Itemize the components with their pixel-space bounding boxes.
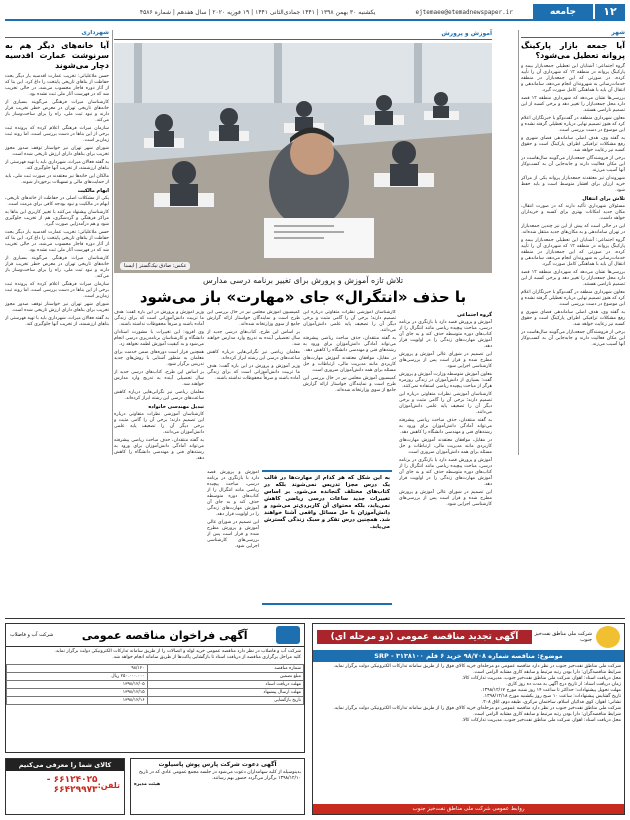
paragraph: آموزش و پرورش قصد دارد با بازنگری در برنامه درسی، مباحث پیچیده ریاضی مانند انتگرال را از کتاب‌های دوره متوسطه حذف کند و به جای آن آموزش مهارت‌های زندگی را در اولویت قرار دهد.: [399, 320, 492, 349]
tender-ad-right: [312, 623, 625, 815]
right-ad-line: شرکت ملی مناطق نفت‌خیز جنوب در نظر دارد مناقصه عمومی دو مرحله‌ای خرید کالای فوق را از طریق سامانه تدارکات الکترونیکی دولت برگزار نماید.: [333, 706, 621, 711]
paragraph: حسن ملاعلیانی: تخریب عمارت اقدسیه بار دیگر بحث حفاظت از بناهای تاریخی پایتخت را داغ کرد. این بنا که از آثار دوره قاجار محسوب می‌شد، در حالی تخریب شد که در فهرست آثار ملی ثبت نشده بود.: [5, 74, 109, 97]
right-ad-line: شرکت ملی مناطق نفت‌خیز جنوب در نظر دارد مناقصه عمومی دو مرحله‌ای خرید کالای فوق را از طریق سامانه تدارکات الکترونیکی دولت برگزار نماید.: [333, 664, 621, 669]
main-section-tag: آموزش و پرورش: [114, 30, 492, 40]
paragraph: سازمان میراث فرهنگی اعلام کرده که پرونده ثبت برخی از این بناها در دست بررسی است، اما روند ثبت زمان‌بر است.: [5, 282, 109, 299]
right-ad-footer: روابط عمومی شرکت ملی مناطق نفت‌خیز جنوب: [313, 804, 624, 814]
paragraph: این تصمیم در شورای عالی آموزش و پرورش مطرح شده و قرار است پس از بررسی‌های کارشناسی اجرایی شود.: [399, 490, 492, 507]
left-col-subhead: ابهام مالکیت: [77, 188, 109, 194]
paragraph: برخی از فروشندگان جمعه‌بازار می‌گویند سال‌هاست در این مکان فعالیت دارند و جابه‌جایی آن به کسب‌وکار آنها آسیب می‌زند.: [521, 156, 625, 173]
right-col-subhead: تلاش برای انتقال: [582, 196, 625, 202]
table-row: تاریخ بازگشایی ۱۳۹۸/۱۲/۱۶: [7, 697, 304, 705]
page-number: ۱۲: [595, 4, 625, 20]
main-column-3b: [207, 470, 259, 610]
main-col1-subhead: گروه اجتماعی: [457, 312, 492, 318]
right-ad-line: محل دریافت اسناد: اهواز، شرکت ملی مناطق نفت‌خیز جنوب، مدیریت تدارکات کالا.: [461, 718, 621, 723]
right-ad-line: نشانی: اهواز، کوی فدائیان اسلام، ساختمان مرکزی، طبقه دوم، اتاق ۲۰۸.: [481, 700, 621, 705]
shareholder-invite-ad: [130, 758, 305, 815]
main-headline: با حذف «انتگرال» جای «مهارت» باز می‌شود: [139, 288, 467, 306]
main-column-2: [303, 310, 396, 468]
right-ad-line: شرایط مناقصه‌گران: دارا بودن رتبه مرتبط و سابقه کاری مشابه الزامی است.: [473, 670, 621, 675]
right-ad-line: مهلت تحویل پیشنهادات: حداکثر تا ساعت ۱۴ روز شنبه مورخ ۱۳۹۸/۱۲/۱۷.: [480, 688, 621, 693]
paragraph: معلمان ریاضی نیز نگرانی‌هایی درباره کاهش ساعت‌های درسی این رشته ابراز کرده‌اند.: [114, 390, 204, 401]
promo-phone-label: تلفن:: [97, 780, 120, 790]
paragraph: این در حالی است که پیش از این نیز چندین جمعه‌بازار در تهران ساماندهی و به مکان‌های جدید منتقل شده‌اند.: [521, 224, 625, 235]
right-ad-line: زمان دریافت اسناد: از تاریخ درج آگهی به مدت ده روز کاری.: [506, 682, 621, 687]
left-ad-org: شرکت آب و فاضلاب: [10, 632, 54, 638]
right-col-tag: شهر: [611, 30, 625, 36]
left-ad-line: کلیه مراحل برگزاری مناقصه از دریافت اسناد تا بازگشایی پاکت‌ها از طریق سامانه انجام خواهد شد.: [112, 655, 301, 660]
paragraph: این تصمیم در شورای عالی آموزش و پرورش مطرح شده و قرار است پس از بررسی‌های کارشناسی اجرایی شود.: [399, 352, 492, 369]
paragraph: به گفته منتقدان، حذف مباحث ریاضی پیشرفته می‌تواند آمادگی دانش‌آموزان برای ورود به رشته‌های فنی و مهندسی دانشگاه را کاهش دهد.: [399, 418, 492, 435]
paragraph: به گفته وی، هدف اصلی ساماندهی فضای شهری و رفع مشکلات ترافیکی اطراف پارکینگ است و حقوق کسبه نیز رعایت خواهد شد.: [521, 310, 625, 327]
section-name: جامعه: [533, 4, 593, 20]
left-col-tag: شهرداری: [81, 30, 109, 36]
left-col-title: آیا خانه‌های دیگر هم به سرنوشت عمارت اقدسیه دچار می‌شوند: [5, 41, 109, 70]
paragraph: کمیسیون آموزش مجلس نیز در حال بررسی این طرح است و نمایندگان خواستار ارائه گزارش جامع از سوی وزارتخانه شده‌اند.: [303, 376, 396, 393]
students-exam-illustration: [114, 43, 492, 273]
table-row: مبلغ تضمین ۲۵۰.۰۰۰.۰۰۰ ریال: [7, 673, 304, 681]
paragraph: بر اساس این طرح، کتاب‌های درسی جدید از سال تحصیلی آینده به تدریج وارد مدارس خواهند شد.: [207, 330, 300, 347]
paragraph: مسئولان شهرداری تأکید دارند که در صورت انتقال، مکان جدید امکانات بهتری برای کسبه و خریداران خواهد داشت.: [521, 204, 625, 221]
main-column-1: [399, 310, 492, 610]
table-row: مهلت دریافت اسناد ۱۳۹۸/۱۲/۰۵: [7, 681, 304, 689]
paragraph: شورای شهر تهران نیز خواستار توقف صدور مجوز تخریب برای بناهای دارای ارزش تاریخی شده است.: [5, 146, 109, 157]
paragraph: به گفته منتقدان، حذف مباحث ریاضی پیشرفته می‌تواند آمادگی دانش‌آموزان برای ورود به رشته‌های فنی و مهندسی دانشگاه را کاهش دهد.: [303, 336, 396, 353]
right-ad-title: آگهی تجدید مناقصه عمومی (دو مرحله ای): [317, 630, 532, 644]
paragraph: در مقابل، موافقان معتقدند آموزش مهارت‌های کاربردی مانند مدیریت مالی، ارتباطات و حل مسئله برای همه دانش‌آموزان ضروری است.: [399, 438, 492, 455]
paragraph: کارشناسان میراث فرهنگی می‌گویند بسیاری از خانه‌های تاریخی تهران در معرض خطر تخریب قرار دارند و نبود ثبت ملی، راه را برای ساخت‌وساز باز می‌کند.: [5, 100, 109, 123]
paragraph: آموزش و پرورش قصد دارد با بازنگری در برنامه درسی، مباحث پیچیده ریاضی مانند انتگرال را از کتاب‌های دوره متوسطه حذف کند و به جای آن آموزش مهارت‌های زندگی را در اولویت قرار دهد.: [207, 470, 259, 517]
promo-phone: ۶۶۱۲۴۰۲۵ - ۶۶۴۲۹۹۷۳: [46, 775, 98, 795]
invite-ad-footer: هیئت مدیره: [134, 782, 161, 787]
paragraph: یکی از مشکلات اصلی در حفاظت از خانه‌های تاریخی، ابهام در مالکیت و نبود بودجه کافی برای مرمت است.: [5, 196, 109, 207]
left-ad-line: شرکت آب و فاضلاب در نظر دارد مناقصه عمومی خرید لوله و اتصالات را از طریق سامانه تدارکات الکترونیکی دولت برگزار نماید.: [54, 649, 301, 654]
paragraph: حسن ملاعلیانی: تخریب عمارت اقدسیه بار دیگر بحث حفاظت از بناهای تاریخی پایتخت را داغ کرد. این بنا که از آثار دوره قاجار محسوب می‌شد، در حالی تخریب شد که در فهرست آثار ملی ثبت نشده بود.: [5, 230, 109, 253]
right-ad-org: شرکت ملی مناطق نفت‌خیز جنوب: [534, 631, 592, 643]
paragraph: کارشناسان آموزشی نظرات متفاوتی درباره این تصمیم دارند؛ برخی آن را گامی مثبت و برخی دیگر آن را تضعیف پایه علمی دانش‌آموزان می‌دانند.: [303, 310, 396, 333]
paragraph: گروه اجتماعی: آشنایان این تعطیلی جمعه‌بازار بیمه و پارکینگ پروانه در منطقه ۱۲ که شهرداری آن را تأیید کرده، در صورتی که این جمعه‌بازار در منطقه خدمات‌رسانی به شهروندان انجام می‌دهد، ساماندهی و انتقال آن باید با هماهنگی کامل صورت گیرد.: [521, 64, 625, 93]
paragraph: برخی از فروشندگان جمعه‌بازار می‌گویند سال‌هاست در این مکان فعالیت دارند و جابه‌جایی آن به کسب‌وکار آنها آسیب می‌زند.: [521, 330, 625, 347]
paragraph: وزیر آموزش و پرورش در این باره گفت: هدف ما تربیت دانش‌آموزانی است که برای زندگی آماده باشند و صرفاً محفوظات نداشته باشند.: [114, 310, 204, 327]
column-divider: [518, 30, 519, 455]
right-col-title: آیا جمعه بازار پارکینگ پروانه تعطیل می‌شود؟: [521, 41, 625, 60]
paragraph: آموزش و پرورش قصد دارد با بازنگری در برنامه درسی، مباحث پیچیده ریاضی مانند انتگرال را از کتاب‌های دوره متوسطه حذف کند و به جای آن آموزش مهارت‌های زندگی را در اولویت قرار دهد.: [399, 458, 492, 487]
paragraph: بررسی‌ها نشان می‌دهد که شهرداری منطقه ۱۲ قصد دارد محل جمعه‌بازار را تغییر دهد و برخی کسبه از این تصمیم ناراضی هستند.: [521, 96, 625, 113]
main-column-3: [207, 310, 300, 468]
paragraph: به گفته فعالان میراث، شهرداری باید با تهیه فهرستی از بناهای ارزشمند، از تخریب آنها جلوگیری کند.: [5, 316, 109, 327]
paragraph: بررسی‌ها نشان می‌دهد که شهرداری منطقه ۱۲ قصد دارد محل جمعه‌بازار را تغییر دهد و برخی کسبه از این تصمیم ناراضی هستند.: [521, 270, 625, 287]
exam-hall-photo: [114, 43, 492, 273]
page-header: [5, 5, 625, 21]
paragraph: معاون شهرداری منطقه در گفت‌وگو با خبرنگاران اعلام کرد که هنوز تصمیم نهایی درباره تعطیلی گرفته نشده و این موضوع در دست بررسی است.: [521, 116, 625, 133]
paragraph: شورای شهر تهران نیز خواستار توقف صدور مجوز تخریب برای بناهای دارای ارزش تاریخی شده است.: [5, 302, 109, 313]
oil-company-logo-icon: [596, 626, 620, 648]
issue-date-line: یکشنبه ۳۰ بهمن ۱۳۹۸ | ۱۴۴۱ جمادی‌الثانی ۱۴۴۱ | ۱۹ فوریه ۲۰۲۰ | سال هفدهم | شماره ۴۵۸۶: [139, 8, 376, 16]
pull-quote: به این شکل که هر کدام از مهارت‌ها در قالب یک درس مجزا تدریس نمی‌شوند بلکه در کتاب‌های مختلف گنجانده می‌شود. بر اساس تغییرات جدید ساعات درسی ریاضی کاهش نمی‌یابد، بلکه محتوای آن کاربردی‌تر می‌شود و دانش‌آموزان با حل مسائل واقعی آشنا خواهند شد. همچنین درس تفکر و سبک زندگی گسترش می‌یابد.: [262, 470, 392, 605]
paragraph: این تصمیم در شورای عالی آموزش و پرورش مطرح شده و قرار است پس از بررسی‌های کارشناسی اجرایی شود.: [207, 520, 259, 549]
advertising-promo-ad: [5, 758, 125, 815]
right-column-article: [521, 30, 625, 455]
paragraph: مالکان این خانه‌ها نیز معتقدند در صورت ثبت ملی، باید از حمایت‌های مالی و تسهیلات برخوردار شوند.: [5, 174, 109, 185]
right-ad-line: محل دریافت اسناد: اهواز، شرکت ملی مناطق نفت‌خیز جنوب، مدیریت تدارکات کالا.: [461, 676, 621, 681]
paragraph: کارشناسان میراث فرهنگی می‌گویند بسیاری از خانه‌های تاریخی تهران در معرض خطر تخریب قرار دارند و نبود ثبت ملی، راه را برای ساخت‌وساز باز می‌کند.: [5, 256, 109, 279]
invite-ad-title: آگهی دعوت شرکت پارس پوش پاسیلوت: [158, 761, 277, 768]
invite-ad-text: بدینوسیله از کلیه سهامداران دعوت می‌شود در جلسه مجمع عمومی عادی که در تاریخ ۱۳۹۸/۱۲/۱۰ برگزار می‌گردد حضور بهم رسانند.: [138, 770, 301, 781]
paragraph: معاون آموزش متوسطه وزارت آموزش و پرورش گفت: بسیاری از دانش‌آموزان در زندگی روزمره هرگز از مباحث پیچیده ریاضی استفاده نمی‌کنند.: [399, 372, 492, 389]
photo-caption: عکس: صادق نیک‌گستر | ایسنا: [120, 262, 190, 270]
water-company-logo-icon: [276, 626, 300, 644]
right-ad-subject: موضوع: مناقصه شماره ۹۸/۷۰۸ خرید ۶ قلم SRP - ۳۱۳۸۱۰۰: [313, 650, 624, 662]
paragraph: به گفته فعالان میراث، شهرداری باید با تهیه فهرستی از بناهای ارزشمند، از تخریب آنها جلوگیری کند.: [5, 160, 109, 171]
paragraph: کارشناسان آموزشی نظرات متفاوتی درباره این تصمیم دارند؛ برخی آن را گامی مثبت و برخی دیگر آن را تضعیف پایه علمی دانش‌آموزان می‌دانند.: [399, 392, 492, 415]
column-divider: [112, 30, 113, 455]
paragraph: شهروندان نیز معتقدند جمعه‌بازار پروانه یکی از مراکز خرید ارزان برای اقشار متوسط است و باید حفظ شود.: [521, 176, 625, 193]
promo-ad-title: کالای شما را معرفی می‌کنیم: [6, 759, 124, 771]
section-email: ejtemaee@etemadnewspaper.ir: [415, 8, 513, 16]
table-row: شماره مناقصه ۹۸/۱۲۰: [7, 665, 304, 673]
paragraph: وی افزود: این تغییرات با مشورت استادان دانشگاه و کارشناسان برنامه‌ریزی درسی انجام می‌شود و به کیفیت آموزش لطمه نخواهد زد.: [114, 330, 204, 347]
paragraph: گروه اجتماعی: آشنایان این تعطیلی جمعه‌بازار بیمه و پارکینگ پروانه در منطقه ۱۲ که شهرداری آن را تأیید کرده، در صورتی که این جمعه‌بازار در منطقه خدمات‌رسانی به شهروندان انجام می‌دهد، ساماندهی و انتقال آن باید با هماهنگی کامل صورت گیرد.: [521, 238, 625, 267]
paragraph: وزیر آموزش و پرورش در این باره گفت: هدف ما تربیت دانش‌آموزانی است که برای زندگی آماده باشند و صرفاً محفوظات نداشته باشند.: [207, 364, 300, 381]
paragraph: در مقابل، موافقان معتقدند آموزش مهارت‌های کاربردی مانند مدیریت مالی، ارتباطات و حل مسئله برای همه دانش‌آموزان ضروری است.: [303, 356, 396, 373]
main-kicker: تلاش تازه آموزش و پرورش برای تغییر برنامه درسی مدارس: [202, 276, 404, 285]
tender-ad-left: [5, 623, 305, 753]
right-ad-line: شرایط مناقصه‌گران: دارا بودن رتبه مرتبط و سابقه کاری مشابه الزامی است.: [473, 712, 621, 717]
paragraph: همچنین قرار است دوره‌های ضمن خدمت برای معلمان به منظور آشنایی با روش‌های جدید تدریس برگزار شود.: [114, 350, 204, 367]
left-column-article: [5, 30, 109, 455]
table-row: مهلت ارسال پیشنهاد ۱۳۹۸/۱۲/۱۵: [7, 689, 304, 697]
paragraph: کارشناسان پیشنهاد می‌کنند با تغییر کاربری این بناها به مراکز فرهنگی و گردشگری، هم از تخریب جلوگیری شود و هم درآمدزایی صورت گیرد.: [5, 210, 109, 227]
paragraph: معاون شهرداری منطقه در گفت‌وگو با خبرنگاران اعلام کرد که هنوز تصمیم نهایی درباره تعطیلی گرفته نشده و این موضوع در دست بررسی است.: [521, 290, 625, 307]
paragraph: بر اساس این طرح، کتاب‌های درسی جدید از سال تحصیلی آینده به تدریج وارد مدارس خواهند شد.: [114, 370, 204, 387]
paragraph: معلمان ریاضی نیز نگرانی‌هایی درباره کاهش ساعت‌های درسی این رشته ابراز کرده‌اند.: [207, 350, 300, 361]
right-ad-line: تاریخ گشایش پیشنهادات: ساعت ۱۰ صبح روز یکشنبه مورخ ۱۳۹۸/۱۲/۱۸.: [483, 694, 621, 699]
left-ad-title: آگهی فراخوان مناقصه عمومی: [81, 628, 248, 642]
ads-divider: [5, 618, 625, 619]
paragraph: سازمان میراث فرهنگی اعلام کرده که پرونده ثبت برخی از این بناها در دست بررسی است، اما روند ثبت زمان‌بر است.: [5, 126, 109, 143]
left-ad-table: [6, 664, 304, 705]
paragraph: به گفته وی، هدف اصلی ساماندهی فضای شهری و رفع مشکلات ترافیکی اطراف پارکینگ است و حقوق کسبه نیز رعایت خواهد شد.: [521, 136, 625, 153]
paragraph: کمیسیون آموزش مجلس نیز در حال بررسی این طرح است و نمایندگان خواستار ارائه گزارش جامع از سوی وزارتخانه شده‌اند.: [207, 310, 300, 327]
main-col4-subhead: تبدیل مهندسی خانواده: [148, 404, 204, 410]
main-column-4: [114, 310, 204, 610]
paragraph: به گفته منتقدان، حذف مباحث ریاضی پیشرفته می‌تواند آمادگی دانش‌آموزان برای ورود به رشته‌های فنی و مهندسی دانشگاه را کاهش دهد.: [114, 438, 204, 461]
paragraph: کارشناسان آموزشی نظرات متفاوتی درباره این تصمیم دارند؛ برخی آن را گامی مثبت و برخی دیگر آن را تضعیف پایه علمی دانش‌آموزان می‌دانند.: [114, 412, 204, 435]
